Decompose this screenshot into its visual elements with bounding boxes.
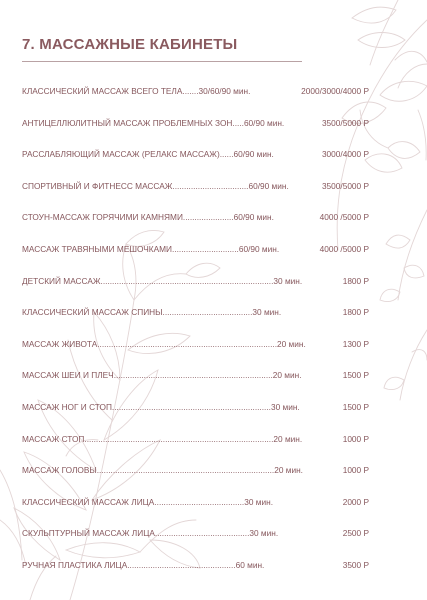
service-price: 1000 Р xyxy=(342,433,369,444)
section-title: 7. МАССАЖНЫЕ КАБИНЕТЫ xyxy=(22,36,238,53)
service-price: 4000 /5000 Р xyxy=(319,212,369,223)
service-price: 3500 Р xyxy=(342,559,369,570)
list-item xyxy=(22,558,372,590)
list-item xyxy=(22,210,372,242)
service-price: 1800 Р xyxy=(342,275,369,286)
service-line: АНТИЦЕЛЛЮЛИТНЫЙ МАССАЖ ПРОБЛЕМНЫХ ЗОН.....60/90 мин. xyxy=(22,117,285,128)
service-line: КЛАССИЧЕСКИЙ МАССАЖ ВСЕГО ТЕЛА.......30/60/90 мин. xyxy=(22,86,251,96)
list-item xyxy=(22,84,372,116)
service-line: СПОРТИВНЫЙ И ФИТНЕСС МАССАЖ.................................60/90 мин. xyxy=(22,180,289,191)
service-line: МАССАЖ ШЕИ И ПЛЕЧ.....................................................................20 мин. xyxy=(22,370,302,381)
service-price: 3500/5000 Р xyxy=(321,180,369,191)
service-line: МАССАЖ НОГ И СТОП.....................................................................30 мин. xyxy=(22,401,300,412)
service-line: РАССЛАБЛЯЮЩИЙ МАССАЖ (РЕЛАКС МАССАЖ)......60/90 мин. xyxy=(22,149,274,160)
service-line: МАССАЖ СТОП..................................................................................20 мин. xyxy=(22,433,303,444)
list-item xyxy=(22,242,372,274)
service-line: РУЧНАЯ ПЛАСТИКА ЛИЦА...............................................60 мин. xyxy=(22,559,265,570)
service-line: СКУЛЬПТУРНЫЙ МАССАЖ ЛИЦА.........................................30 мин. xyxy=(22,528,279,539)
service-price: 4000 /5000 Р xyxy=(319,243,369,254)
list-item xyxy=(22,179,372,211)
list-item xyxy=(22,368,372,400)
service-line: СТОУН-МАССАЖ ГОРЯЧИМИ КАМНЯМИ......................60/90 мин. xyxy=(22,212,274,223)
service-price: 1000 Р xyxy=(342,465,369,476)
list-item xyxy=(22,305,372,337)
list-item xyxy=(22,337,372,369)
service-price: 3000/4000 Р xyxy=(321,149,369,160)
service-line: ДЕТСКИЙ МАССАЖ...........................................................................30 мин. xyxy=(22,275,303,286)
service-price: 1300 Р xyxy=(342,338,369,349)
list-item xyxy=(22,147,372,179)
list-item xyxy=(22,463,372,495)
list-item xyxy=(22,400,372,432)
service-price: 2000 Р xyxy=(342,496,369,507)
list-item xyxy=(22,116,372,148)
list-item xyxy=(22,495,372,527)
service-price: 3500/5000 Р xyxy=(321,117,369,128)
list-item xyxy=(22,432,372,464)
price-list xyxy=(22,84,372,590)
service-line: МАССАЖ ЖИВОТА..............................................................................20 мин. xyxy=(22,338,306,349)
service-line: МАССАЖ ГОЛОВЫ.............................................................................20 мин. xyxy=(22,465,303,476)
service-price: 1800 Р xyxy=(342,307,369,318)
service-price: 2000/3000/4000 Р xyxy=(301,86,369,96)
list-item xyxy=(22,526,372,558)
list-item xyxy=(22,274,372,306)
service-price: 2500 Р xyxy=(342,528,369,539)
service-line: МАССАЖ ТРАВЯНЫМИ МЕШОЧКАМИ.............................60/90 мин. xyxy=(22,243,280,254)
service-price: 1500 Р xyxy=(342,401,369,412)
service-line: КЛАССИЧЕСКИЙ МАССАЖ СПИНЫ.......................................30 мин. xyxy=(22,307,282,318)
service-line: КЛАССИЧЕСКИЙ МАССАЖ ЛИЦА.......................................30 мин. xyxy=(22,496,274,507)
service-price: 1500 Р xyxy=(342,370,369,381)
title-divider xyxy=(22,61,302,62)
